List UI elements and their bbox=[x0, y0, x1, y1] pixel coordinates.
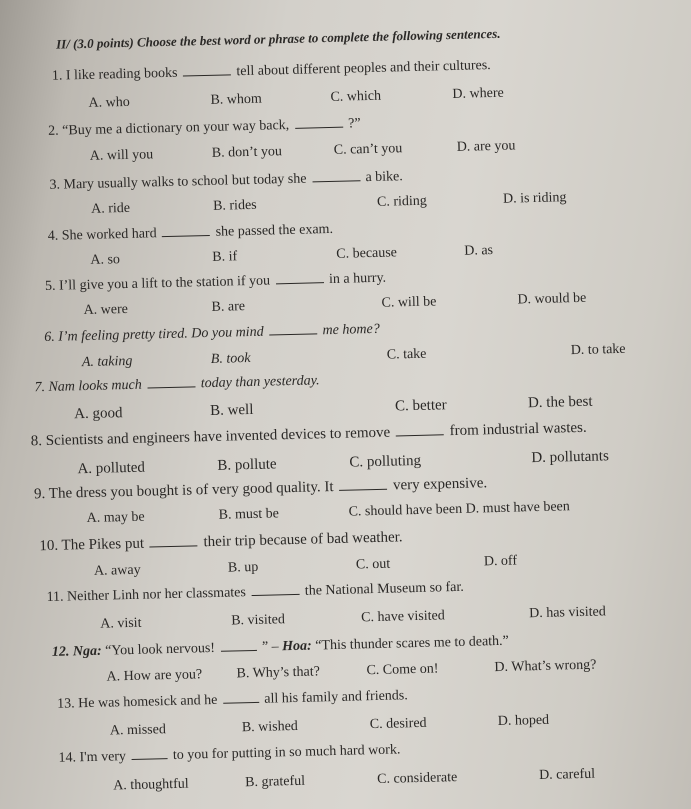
option-c: C. because bbox=[336, 245, 398, 262]
question-5 bbox=[45, 271, 386, 295]
question-text: 4. She worked hard bbox=[47, 226, 157, 244]
option-b: B. up bbox=[227, 559, 259, 576]
question-text: all his family and friends. bbox=[264, 688, 408, 707]
answer-blank bbox=[251, 584, 299, 596]
option-a: A. away bbox=[93, 562, 141, 579]
option-a: A. visit bbox=[100, 615, 142, 632]
option-d: D. has visited bbox=[528, 604, 606, 622]
question-text: ” – bbox=[261, 639, 279, 655]
question-1 bbox=[52, 58, 491, 85]
option-a: A. good bbox=[73, 405, 123, 423]
option-b: B. took bbox=[210, 350, 251, 367]
answer-blank bbox=[150, 535, 198, 547]
question-text: from industrial wastes. bbox=[449, 419, 587, 440]
option-c-d: C. should have been D. must have been bbox=[348, 499, 570, 520]
answer-blank bbox=[339, 479, 387, 491]
question-text: the National Museum so far. bbox=[304, 579, 465, 599]
option-d: D. off bbox=[483, 553, 518, 570]
option-b: B. must be bbox=[218, 506, 280, 523]
option-b: B. well bbox=[209, 401, 254, 419]
question-text: 2. “Buy me a dictionary on your way back, bbox=[48, 117, 290, 139]
question-text: 5. I’ll give you a lift to the station if you bbox=[44, 273, 271, 294]
answer-blank bbox=[269, 323, 317, 335]
option-a: A. so bbox=[90, 252, 121, 268]
question-12 bbox=[52, 634, 509, 661]
question-text: 11. Neither Linh nor her classmates bbox=[46, 585, 247, 606]
option-a: A. taking bbox=[81, 353, 133, 371]
option-a: A. may be bbox=[86, 509, 145, 527]
option-c: C. considerate bbox=[376, 770, 458, 788]
question-text: 3. Mary usually walks to school but today she bbox=[49, 171, 307, 193]
answer-blank bbox=[275, 272, 323, 284]
answer-blank bbox=[131, 748, 167, 760]
question-4 bbox=[48, 222, 334, 245]
option-b: B. grateful bbox=[245, 773, 306, 791]
option-d: D. as bbox=[464, 243, 494, 259]
answer-blank bbox=[223, 692, 259, 704]
option-b: B. wished bbox=[241, 718, 299, 736]
question-text: 7. Nam looks much bbox=[34, 377, 142, 396]
question-7 bbox=[34, 373, 319, 396]
option-c: C. which bbox=[330, 88, 382, 105]
option-a: A. polluted bbox=[77, 459, 146, 478]
question-13 bbox=[57, 688, 408, 713]
option-d: D. careful bbox=[538, 766, 596, 784]
answer-blank bbox=[183, 64, 231, 76]
question-text: ?” bbox=[347, 116, 361, 132]
option-c: C. better bbox=[394, 397, 447, 415]
question-3 bbox=[49, 169, 403, 194]
answer-blank bbox=[162, 225, 210, 237]
option-d: D. What’s wrong? bbox=[494, 657, 597, 676]
option-c: C. desired bbox=[369, 715, 427, 733]
question-text: tell about different peoples and their cultures. bbox=[236, 58, 491, 80]
option-a: A. will you bbox=[89, 147, 154, 164]
question-10 bbox=[39, 529, 403, 555]
option-d: D. to take bbox=[570, 341, 626, 359]
question-text: 1. I like reading books bbox=[51, 65, 178, 84]
option-c: C. have visited bbox=[361, 608, 445, 626]
question-text: me home? bbox=[322, 321, 380, 339]
option-c: C. will be bbox=[381, 294, 437, 311]
question-9 bbox=[34, 475, 487, 503]
option-b: B. pollute bbox=[217, 456, 277, 474]
option-b: B. visited bbox=[231, 612, 286, 629]
answer-blank bbox=[295, 117, 343, 129]
question-text: 6. I’m feeling pretty tired. Do you mind bbox=[44, 324, 264, 346]
option-d: D. is riding bbox=[502, 190, 567, 207]
option-b: B. rides bbox=[212, 197, 257, 214]
speaker-label: Hoa: bbox=[282, 638, 312, 655]
option-a: A. were bbox=[83, 301, 129, 319]
answer-blank bbox=[147, 376, 195, 388]
question-text: very expensive. bbox=[392, 475, 488, 494]
question-text: 9. The dress you bought is of very good quality. It bbox=[33, 478, 334, 503]
option-b: B. if bbox=[212, 249, 238, 265]
question-text: to you for putting in so much hard work. bbox=[172, 742, 401, 763]
option-c: C. riding bbox=[376, 193, 428, 210]
question-text: “You look nervous! bbox=[105, 640, 216, 659]
question-text: 10. The Pikes put bbox=[39, 535, 145, 555]
option-c: C. out bbox=[355, 556, 391, 573]
question-2 bbox=[48, 116, 361, 140]
option-c: C. can’t you bbox=[333, 141, 403, 158]
option-d: D. are you bbox=[456, 138, 516, 155]
option-b: B. are bbox=[211, 299, 246, 315]
question-text: today than yesterday. bbox=[200, 373, 320, 392]
question-text: in a hurry. bbox=[328, 270, 387, 288]
option-a: A. thoughtful bbox=[113, 776, 189, 794]
option-c: C. Come on! bbox=[366, 661, 439, 679]
question-6 bbox=[44, 322, 380, 346]
option-b: B. whom bbox=[210, 91, 263, 108]
question-text: “This thunder scares me to death.” bbox=[315, 633, 509, 654]
section-heading: II/ (3.0 points) Choose the best word or phrase to complete the following sentences. bbox=[55, 25, 501, 52]
answer-blank bbox=[220, 640, 256, 652]
option-c: C. take bbox=[386, 346, 427, 363]
option-a: A. ride bbox=[90, 200, 131, 217]
question-11 bbox=[46, 580, 464, 606]
option-a: A. who bbox=[88, 94, 130, 111]
option-d: D. would be bbox=[517, 290, 587, 308]
option-a: A. missed bbox=[109, 722, 167, 739]
answer-blank bbox=[396, 424, 444, 436]
option-a: A. How are you? bbox=[106, 667, 203, 685]
answer-blank bbox=[312, 170, 360, 182]
option-c: C. polluting bbox=[349, 452, 422, 471]
option-d: D. the best bbox=[527, 393, 593, 412]
question-8 bbox=[31, 420, 587, 451]
question-text: she passed the exam. bbox=[215, 221, 334, 240]
question-text: their trip because of bad weather. bbox=[203, 529, 403, 551]
question-text: 13. He was homesick and he bbox=[57, 692, 218, 712]
option-b: B. don’t you bbox=[211, 144, 283, 161]
option-d: D. hoped bbox=[497, 712, 550, 730]
speaker-label: 12. Nga: bbox=[51, 643, 102, 660]
option-d: D. where bbox=[452, 85, 504, 102]
question-text: 8. Scientists and engineers have invented devices to remove bbox=[30, 424, 391, 450]
question-text: 14. I'm very bbox=[58, 749, 127, 766]
option-b: B. Why’s that? bbox=[236, 664, 321, 682]
option-d: D. pollutants bbox=[531, 448, 610, 467]
question-text: a bike. bbox=[365, 169, 403, 186]
question-14 bbox=[58, 742, 400, 766]
